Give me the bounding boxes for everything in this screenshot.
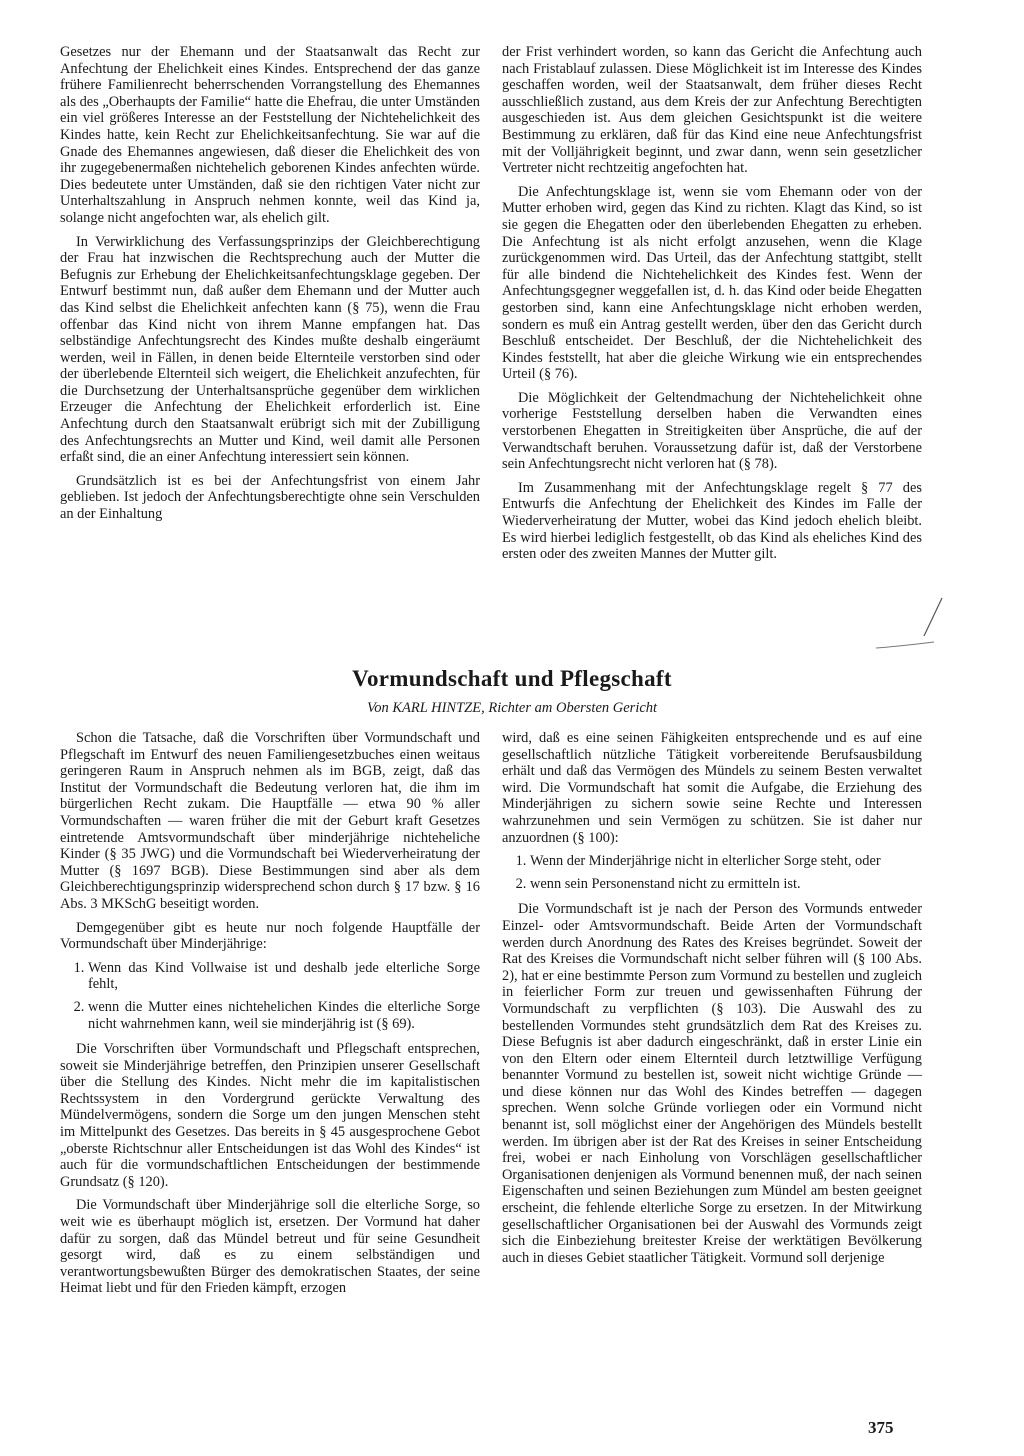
paragraph: wird, daß es eine seinen Fähigkeiten entsprechende und es auf eine gesellschaftlich nützliche Tätigkeit vorbereitende Berufsausbildung erhält und daß das Vermögen des Mündels zu seinem Besten verwaltet wird. Die Vormundschaft hat somit die Aufgabe, die Erziehung des Minderjährigen zu sichern sowie seine Rechte und Interessen wahrzunehmen und sein Vermögen zu schützen. Sie ist daher nur anzuordnen (§ 100):	[502, 730, 922, 846]
paragraph: Grundsätzlich ist es bei der Anfechtungsfrist von einem Jahr geblieben. Ist jedoch der Anfechtungsberechtigte ohne sein Verschulden an der Einhaltung	[60, 472, 480, 523]
paragraph: In Verwirklichung des Verfassungsprinzips der Gleichberechtigung der Frau hat inzwischen die Rechtsprechung auch der Mutter die Befugnis zur Erhebung der Ehelichkeitsanfechtungsklage gegeben. Der Entwurf bestimmt nun, daß außer dem Ehemann und der Mutter auch das Kind selbst die Ehelichkeit anfechten kann (§ 75), wenn die Frau offenbar das Kind nicht von ihrem Manne empfangen hat. Das selbständige Anfechtungsrecht des Kindes mußte deshalb eingeräumt werden, weil in Fällen, in denen beide Elternteile verstorben sind oder der überlebende Elternteil sich weigert, die Ehelichkeit anzufechten, für die Durchsetzung der Unterhaltsansprüche gegenüber dem wirklichen Erzeuger die Anfechtung der Ehelichkeit erforderlich ist. Eine Anfechtung durch den Staatsanwalt erübrigt sich mit der Zubilligung des Anfechtungsrechts an Mutter und Kind, weil damit alle Personen erfaßt sind, die an einer Anfechtung interessiert sein können.	[60, 233, 480, 466]
paragraph: Die Vormundschaft ist je nach der Person des Vormunds entweder Einzel- oder Amtsvormundschaft. Beide Arten der Vormundschaft werden durch Anordnung des Rates des Kreises begründet. Soweit der Rat des Kreises die Vormundschaft nicht selber führen will (§ 100 Abs. 2), hat er eine bestimmte Person zum Vormund zu bestellen und zugleich in feierlicher Form zur treuen und gewissenhaften Führung der Vormundschaft zu verpflichten (§ 103). Die Auswahl des zu bestellenden Vormundes steht grundsätzlich dem Rat des Kreises zu. Diese Befugnis ist aber dadurch eingeschränkt, daß in erster Linie ein von den Eltern oder einem Elternteil durch letztwillige Verfügung benannter Vormund zu bestellen ist, soweit nicht wichtige Gründe — und diese können nur das Wohl des Kindes betreffen — dagegen sprechen. Wenn solche Gründe vorliegen oder ein Vormund nicht benannt ist, soll möglichst einer der Angehörigen des Mündels bestellt werden. Im übrigen aber ist der Rat des Kreises in seiner Entscheidung frei, wobei er nach Einholung von Vorschlägen gesellschaftlicher Organisationen denjenigen als Vormund benennen muß, der nach seinen Eigenschaften und seinen Beziehungen zum Mündel am besten geeignet erscheint, die fehlende elterliche Sorge zu ersetzen. In der Mitwirkung gesellschaftlicher Organisationen bei der Auswahl des Vormunds zeigt sich die Einbeziehung breitester Kreise der werktätigen Bevölkerung auch in dieses Gebiet staatlicher Tätigkeit. Vormund soll derjenige	[502, 901, 922, 1266]
paragraph: Die Anfechtungsklage ist, wenn sie vom Ehemann oder von der Mutter erhoben wird, gegen das Kind zu richten. Klagt das Kind, so ist sie gegen die Ehegatten oder den überlebenden Ehegatten zu erheben. Die Anfechtung ist als nicht erfolgt anzusehen, wenn die Klage zurückgenommen wird. Das Urteil, das der Anfechtung stattgibt, stellt für alle bindend die Nichtehelichkeit des Kindes fest. Wenn der Anfechtungsgegner weggefallen ist, d. h. das Kind oder beide Ehegatten gestorben sind, kann eine Anfechtungsklage nicht erhoben werden, sondern es muß ein Antrag gestellt werden, über den das Gericht durch Beschluß entscheidet. Der Beschluß, der die Nichtehelichkeit des Kindes feststellt, hat aber die gleiche Wirkung wie ein entsprechendes Urteil (§ 76).	[502, 183, 922, 383]
page-number: 375	[868, 1418, 894, 1437]
paragraph: Die Vorschriften über Vormundschaft und Pflegschaft entsprechen, soweit sie Minderjährige betreffen, den Prinzipien unserer Gesellschaft über die Stellung des Kindes. Nicht mehr die im kapitalistischen Rechtssystem in den Vordergrund gerückte Verwaltung des Mündelvermögens, sondern die Sorge um den jungen Menschen steht im Mittelpunkt des Gesetzes. Das bereits in § 45 ausgesprochene Gebot „oberste Richtschnur aller Entscheidungen ist das Wohl des Kindes“ ist auch für die vormundschaftlichen Entscheidungen der bestimmende Grundsatz (§ 120).	[60, 1041, 480, 1190]
paragraph: Die Möglichkeit der Geltendmachung der Nichtehelichkeit ohne vorherige Feststellung derselben haben die Verwandten eines verstorbenen Ehegatten in Streitigkeiten über Ansprüche, die auf der Verwandtschaft beruhen. Voraussetzung dafür ist, daß der Verstorbene sein Anfechtungsrecht nicht verloren hat (§ 78).	[502, 389, 922, 473]
paragraph: Gesetzes nur der Ehemann und der Staatsanwalt das Recht zur Anfechtung der Ehelichkeit eines Kindes. Entsprechend der das ganze frühere Familienrecht beherrschenden Vorrangstellung des Ehemannes als des „Oberhaupts der Familie“ hatte die Ehefrau, die unter Umständen ein viel größeres Interesse an der Feststellung der Nichtehelichkeit des Kindes hatte, kein Recht zur Ehelichkeitsanfechtung. Sie war auf die Gnade des Ehemannes angewiesen, daß dieser die Ehelichkeit des von ihr zugegebenermaßen nichtehelich geborenen Kindes anfechten würde. Dies bedeutete unter Umständen, daß sie den richtigen Vater nicht zur Unterhaltszahlung in Anspruch nehmen konnte, weil das Kind ja, solange nicht angefochten war, als ehelich gilt.	[60, 44, 480, 226]
paragraph: der Frist verhindert worden, so kann das Gericht die Anfechtung auch nach Fristablauf zulassen. Diese Möglichkeit ist im Interesse des Kindes geschaffen worden, weil der Staatsanwalt, dem früher dieses Recht ausschließlich zustand, aus dem Kreis der zur Anfechtung Berechtigten ausgeschieden ist. Aus dem gleichen Gesichtspunkt ist die weitere Bestimmung zu erklären, daß für das Kind eine neue Anfechtungsfrist mit der Volljährigkeit beginnt, und zwar dann, wenn sein gesetzlicher Vertreter nicht rechtzeitig angefochten hat.	[502, 44, 922, 177]
list-item: 1. Wenn der Minderjährige nicht in elterlicher Sorge steht, oder	[530, 853, 922, 870]
numbered-list	[502, 853, 922, 892]
paragraph: Schon die Tatsache, daß die Vorschriften über Vormundschaft und Pflegschaft im Entwurf des neuen Familiengesetzbuches einen weitaus geringeren Raum in Anspruch nehmen als im BGB, zeigt, daß das Institut der Vormundschaft die Bedeutung verloren hat, die ihm im bürgerlichen Recht zukam. Die Hauptfälle — etwa 90 % aller Vormundschaften — waren früher die mit der Geburt kraft Gesetzes eintretende Amtsvormundschaft über minderjährige nichteheliche Kinder (§ 35 JWG) und die Vormundschaft bei Wiederverheiratung der Mutter (§ 1697 BGB). Diese Bestimmungen sind aber als dem Gleichberechtigungsprinzip widersprechend schon durch § 17 bzw. § 16 Abs. 3 MKSchG beseitigt worden.	[60, 730, 480, 912]
article-title: Vormundschaft und Pflegschaft	[352, 666, 672, 691]
upper-left-column	[60, 44, 480, 530]
paragraph: Im Zusammenhang mit der Anfechtungsklage regelt § 77 des Entwurfs die Anfechtung der Ehelichkeit des Kindes im Falle der Wiederverheiratung der Mutter, wobei das Kind jedoch ehelich bleibt. Es wird hierbei lediglich festgestellt, ob das Kind als eheliches Kind des ersten oder des zweiten Mannes der Mutter gilt.	[502, 479, 922, 563]
article-byline: Von KARL HINTZE, Richter am Obersten Gericht	[366, 700, 658, 716]
upper-right-column	[502, 44, 922, 570]
list-item: 1. Wenn das Kind Vollwaise ist und deshalb jede elterliche Sorge fehlt,	[88, 960, 480, 993]
paragraph: Die Vormundschaft über Minderjährige soll die elterliche Sorge, so weit wie es überhaupt möglich ist, ersetzen. Der Vormund hat daher dafür zu sorgen, daß das Mündel betreut und für seine Gesundheit gesorgt wird, daß es zu einem selbständigen und verantwortungsbewußten Bürger des demokratischen Staates, der seine Heimat liebt und für den Frieden kämpft, erzogen	[60, 1197, 480, 1297]
paragraph: Demgegenüber gibt es heute nur noch folgende Hauptfälle der Vormundschaft über Minderjährige:	[60, 919, 480, 953]
lower-left-column	[60, 730, 480, 1304]
list-item: 2. wenn die Mutter eines nichtehelichen Kindes die elterliche Sorge nicht wahrnehmen kann, weil sie minderjährig ist (§ 69).	[88, 999, 480, 1032]
pencil-mark-icon	[872, 596, 962, 656]
lower-right-column	[502, 730, 922, 1273]
numbered-list	[60, 960, 480, 1032]
list-item: 2. wenn sein Personenstand nicht zu ermitteln ist.	[530, 876, 922, 893]
